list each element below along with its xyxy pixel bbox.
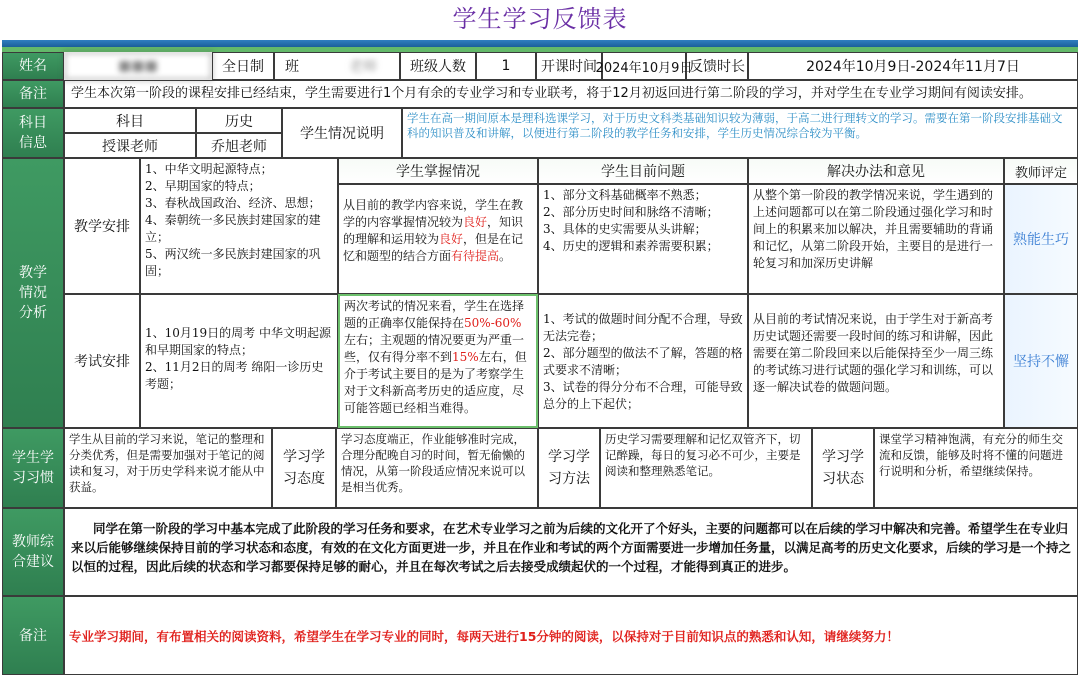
subject-info-label: 科目信息: [2, 108, 64, 158]
plan-label: 教学安排: [64, 158, 140, 294]
name-label: 姓名: [2, 52, 64, 80]
subject-value: 历史: [196, 108, 282, 133]
mastery-header-cell: [338, 158, 538, 184]
text: ，但是在记忆和题型的结合方面: [343, 232, 524, 263]
exam-problems: [538, 294, 748, 428]
class-size-label: 班级人数: [400, 52, 476, 80]
class-teacher-redacted: 老师: [349, 59, 377, 75]
subject-label: 科目: [64, 108, 196, 133]
highlight: 15%: [452, 350, 479, 364]
teacher-label: 授课老师: [64, 133, 196, 158]
text: 左右；主观题的情况要更为严重一些，仅有得分率不到: [344, 333, 525, 364]
exam-item: 1、10月19日的周考 中华文明起源和早期国家的特点；: [145, 326, 331, 357]
exam-label: 考试安排: [64, 294, 140, 428]
problems-header-cell: [538, 158, 748, 184]
exam-solution: 从目前的考试情况来说，由于学生对于新高考历史试题还需要一段时间的练习和讲解，因此需要在第二阶段回来以后能保持至少一周三练的考试练习进行试题的强化学习和训练，可以逐一解决试卷的做题问题。: [748, 294, 1004, 428]
problem-item: 4、历史的逻辑和素养需要积累；: [543, 239, 719, 253]
note2-text: 专业学习期间，有布置相关的阅读资料，希望学生在学习专业的同时，每两天进行15分钟的阅读，以保持对于目前知识点的熟悉和认知，请继续努力！: [64, 596, 1078, 675]
mastery-header: 学生掌握情况: [396, 164, 480, 180]
student-name-redacted: ■■■: [64, 52, 212, 80]
exam-rating: 坚持不懈: [1004, 294, 1078, 428]
state-text: 课堂学习精神饱满，有充分的师生交流和反馈，能够及时将不懂的问题进行说明和分析，希望继续保持。: [874, 428, 1078, 508]
rating-header: 教师评定: [1014, 165, 1067, 181]
text: 从目前的教学内容来说，学生在教学的内容掌握情况较为: [343, 198, 524, 229]
class-label: 班: [285, 59, 299, 75]
method-text: 历史学习需要理解和记忆双管齐下，切记醉躁，每日的复习必不可少，主要是阅读和整理熟悉笔记。: [600, 428, 812, 508]
plan-solution: 从整个第一阶段的教学情况来说，学生遇到的上述问题都可以在第二阶段通过强化学习和时间上的积累来加以解决，并且需要辅助的背诵和记忆，从第二阶段开始，主要目的是进行一轮复习和加深历史讲解: [748, 184, 1004, 294]
page-title: 学生学习反馈表: [452, 5, 628, 33]
attitude-label: 学习学习态度: [272, 428, 336, 508]
class-size-value: 1: [476, 52, 536, 80]
state-label: 学习学习状态: [812, 428, 874, 508]
note1-label: 备注: [2, 80, 64, 108]
plan-rating: 熟能生巧: [1004, 184, 1078, 294]
problems-header: 学生目前问题: [601, 164, 685, 180]
feedback-range: 2024年10月9日-2024年11月7日: [748, 52, 1078, 80]
feedback-label: 反馈时长: [686, 52, 748, 80]
habits-intro: 学生从目前的学习来说，笔记的整理和分类优秀，但是需要加强对于笔记的阅读和复习，对于历史学科来说才能从中获益。: [64, 428, 272, 508]
status-label: 学生情况说明: [282, 108, 402, 158]
method-label: 学习学习方法: [538, 428, 600, 508]
problem-item: 3、具体的史实需要从头讲解；: [543, 222, 707, 236]
note2-label: 备注: [2, 596, 64, 675]
exam-content: [140, 294, 338, 428]
plan-item: 4、秦朝统一多民族封建国家的建立；: [145, 213, 321, 244]
text: 两次考试的情况来看，学生在选择题的正确率仅能保持在: [344, 299, 525, 330]
highlight: 良好: [439, 232, 464, 246]
problem-item: 1、考试的做题时间分配不合理，导致无法完卷；: [543, 312, 743, 343]
start-date: 2024年10月9日: [602, 52, 686, 80]
start-label: 开课时间: [536, 52, 602, 80]
suggestion-label: 教师综合建议: [2, 508, 64, 596]
teaching-analysis-label: 教学情况分析: [2, 158, 64, 428]
plan-problems: [538, 184, 748, 294]
plan-content: [140, 158, 338, 294]
text: 左右，但介于考试主要目的是为了考察学生对于文科新高考历史的适应度，尽可能答题已经相当难得。: [344, 350, 527, 415]
note1-text: 学生本次第一阶段的课程安排已经结束，学生需要进行1个月有余的专业学习和专业联考，将于12月初返回进行第二阶段的学习，并对学生在专业学习期间有阅读安排。: [64, 80, 1078, 108]
plan-item: 2、早期国家的特点；: [145, 179, 261, 193]
study-mode: 全日制: [212, 52, 274, 80]
plan-item: 3、春秋战国政治、经济、思想；: [145, 196, 321, 210]
plan-item: 1、中华文明起源特点；: [145, 162, 273, 176]
header-band: [2, 40, 1078, 47]
solution-header-cell: [748, 158, 1004, 184]
highlight: 50%-60%: [464, 316, 522, 330]
text: ，知识的理解和运用较为: [343, 215, 524, 246]
status-text: 学生在高一期间原本是理科选课学习，对于历史文科类基础知识较为薄弱，于高二进行理转文的学习。需要在第一阶段安排基础文科的知识普及和讲解，以便进行第二阶段的教学任务和安排，学生历史情况综合较为平衡。: [402, 108, 1078, 158]
exam-item: 2、11月2日的周考 绵阳一诊历史考题；: [145, 360, 324, 391]
plan-item: 5、两汉统一多民族封建国家的巩固；: [145, 247, 321, 278]
teacher-value: 乔旭老师: [196, 133, 282, 158]
plan-mastery: [338, 184, 538, 294]
problem-item: 2、部分历史时间和脉络不清晰；: [543, 205, 719, 219]
problem-item: 3、试卷的得分分布不合理，可能导致总分的上下起伏；: [543, 380, 743, 411]
exam-mastery: [338, 294, 538, 428]
highlight: 良好: [463, 215, 488, 229]
rating-header-cell: [1004, 158, 1078, 184]
problem-item: 2、部分题型的做法不了解，答题的格式要求不清晰；: [543, 346, 743, 377]
suggestion-text: 同学在第一阶段的学习中基本完成了此阶段的学习任务和要求，在艺术专业学习之前为后续的文化开了个好头，主要的问题都可以在后续的学习中解决和完善。希望学生在专业归来以后能够继续保持目前的学习状态和态度，有效的在文化方面更进一步，并且在作业和考试的两个方面需要进一步增加任务量，以满足高考的历史文化要求，后续的学习是一个持之以恒的过程，因此后续的状态和学习都要保持足够的耐心，并且在每次考试之后去接受成绩起伏的一个过程，才能得到真正的进步。: [64, 508, 1078, 596]
text: 。: [499, 249, 512, 263]
attitude-text: 学习态度端正，作业能够准时完成，合理分配晚自习的时间，暂无偷懒的情况，从第一阶段适应情况来说可以是相当优秀。: [336, 428, 538, 508]
class-cell: [274, 52, 400, 80]
highlight: 有待提高: [451, 249, 500, 263]
problem-item: 1、部分文科基础概率不熟悉；: [543, 188, 707, 202]
habits-label: 学生学习习惯: [2, 428, 64, 508]
solution-header: 解决办法和意见: [827, 164, 925, 180]
